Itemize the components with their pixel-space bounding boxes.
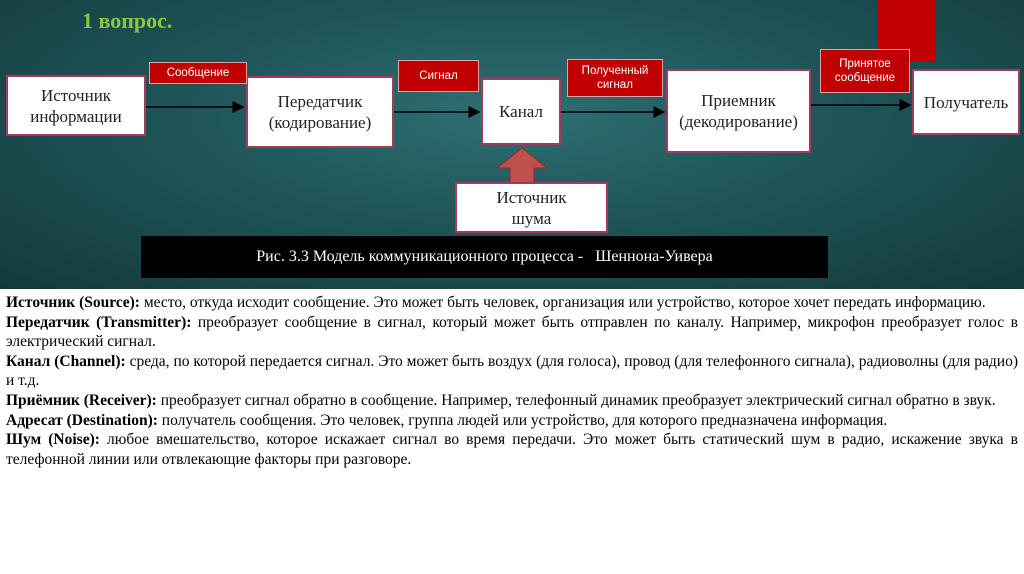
box-noise (455, 182, 608, 233)
definition-source (6, 293, 1018, 313)
definition-channel (6, 352, 1018, 391)
definition-term: Приёмник (Receiver): (6, 391, 157, 409)
noise-up-arrow (497, 148, 547, 186)
box-receiver (666, 69, 811, 153)
definition-term: Адресат (Destination): (6, 411, 158, 429)
definition-term: Канал (Channel): (6, 352, 126, 370)
box-destination-label: Получатель (923, 92, 1009, 112)
definition-text: преобразует сигнал обратно в сообщение. Например, телефонный динамик преобразует электрический сигнал обратно в звук. (156, 391, 996, 409)
box-source (6, 75, 146, 136)
tag-signal (398, 60, 479, 92)
definition-text: получатель сообщения. Это человек, группа людей или устройство, для которого предназначена информация. (157, 411, 888, 429)
box-transmitter-label: Передатчик (кодирование) (268, 92, 372, 132)
definitions-text (6, 293, 1018, 469)
tag-message (149, 62, 247, 84)
box-destination (912, 69, 1020, 135)
tag-message-label: Сообщение (166, 67, 230, 79)
definition-text: любое вмешательство, которое искажает сигнал во время передачи. Это может быть статический шум в радио, искажение звука в телефонной линии или отвлекающие факторы при разговоре. (6, 431, 1018, 468)
box-channel (481, 78, 561, 145)
figure-caption (141, 236, 828, 278)
definition-text: среда, по которой передается сигнал. Это может быть воздух (для голоса), провод (для телефонного сигнала), радиоволны (для радио) и т.д. (6, 352, 1018, 390)
box-receiver-label: Приемник (декодирование) (679, 91, 798, 131)
box-channel-label: Канал (499, 102, 543, 121)
definition-text: преобразует сообщение в сигнал, который может быть отправлен по каналу. Например, микрофон преобразует голос в электрический сигнал. (6, 313, 1018, 351)
figure-caption-text: Рис. 3.3 Модель коммуникационного процесса - Шеннона-Уивера (256, 248, 713, 265)
definition-term: Передатчик (Transmitter): (6, 313, 192, 331)
slide-title: 1 вопрос. (82, 8, 173, 33)
definition-noise (6, 430, 1018, 469)
definition-text: место, откуда исходит сообщение. Это может быть человек, организация или устройство, которое хочет передать информацию. (139, 294, 986, 311)
definition-term: Шум (Noise): (6, 431, 100, 449)
definition-destination (6, 411, 1018, 431)
tag-signal-label: Сигнал (419, 70, 458, 82)
box-source-label: Источник информации (30, 85, 122, 126)
definition-receiver (6, 391, 1018, 411)
tag-received-message (820, 49, 910, 93)
definition-transmitter (6, 313, 1018, 352)
tag-received-signal (567, 59, 663, 97)
box-transmitter (246, 76, 394, 148)
tag-received-signal-label: Полученный сигнал (581, 65, 649, 91)
definition-term: Источник (Source): (6, 294, 140, 311)
tag-received-message-label: Принятое сообщение (834, 58, 896, 84)
box-noise-label: Источник шума (496, 187, 567, 228)
